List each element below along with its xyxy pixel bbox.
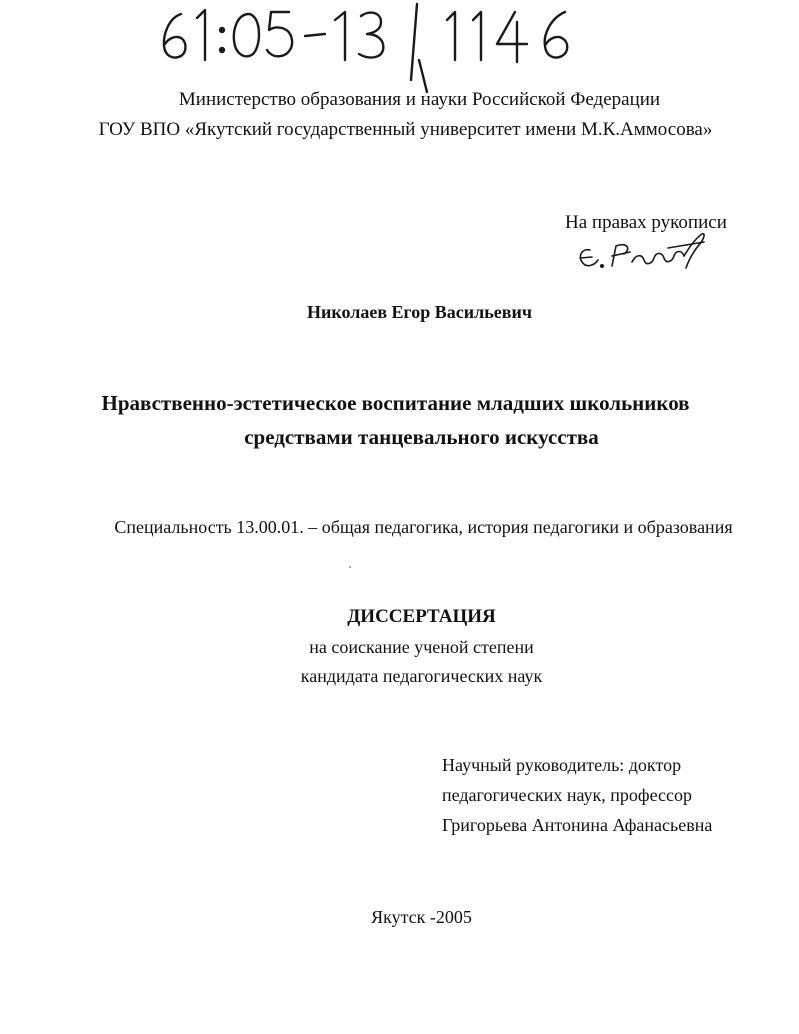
supervisor-line-3: Григорьева Антонина Афанасьевна [442, 815, 713, 835]
ministry-line: Министерство образования и науки Российской Федерации [178, 89, 661, 110]
author-name: Николаев Егор Васильевич [306, 302, 533, 322]
speciality-line: Специальность 13.00.01. – общая педагогика, история педагогики и образования [114, 517, 733, 537]
university-line: ГОУ ВПО «Якутский государственный университет имени М.К.Аммосова» [98, 119, 713, 140]
supervisor-line-2: педагогических наук, профессор [442, 785, 693, 805]
supervisor-line-1: Научный руководитель: доктор [442, 755, 682, 775]
dissertation-title-line-2: средствами танцевального искусства [244, 425, 599, 449]
degree-line-2: кандидата педагогических наук [300, 666, 543, 686]
scan-speck [349, 566, 351, 568]
handwritten-archive-code [155, 0, 595, 95]
author-signature [572, 228, 712, 276]
degree-line-1: на соискание ученой степени [309, 637, 534, 657]
dissertation-heading: ДИССЕРТАЦИЯ [347, 606, 496, 627]
manuscript-rights-note: На правах рукописи [565, 212, 727, 233]
dissertation-title-line-1: Нравственно-эстетическое воспитание младших школьников [101, 391, 690, 415]
city-year: Якутск -2005 [371, 907, 472, 927]
